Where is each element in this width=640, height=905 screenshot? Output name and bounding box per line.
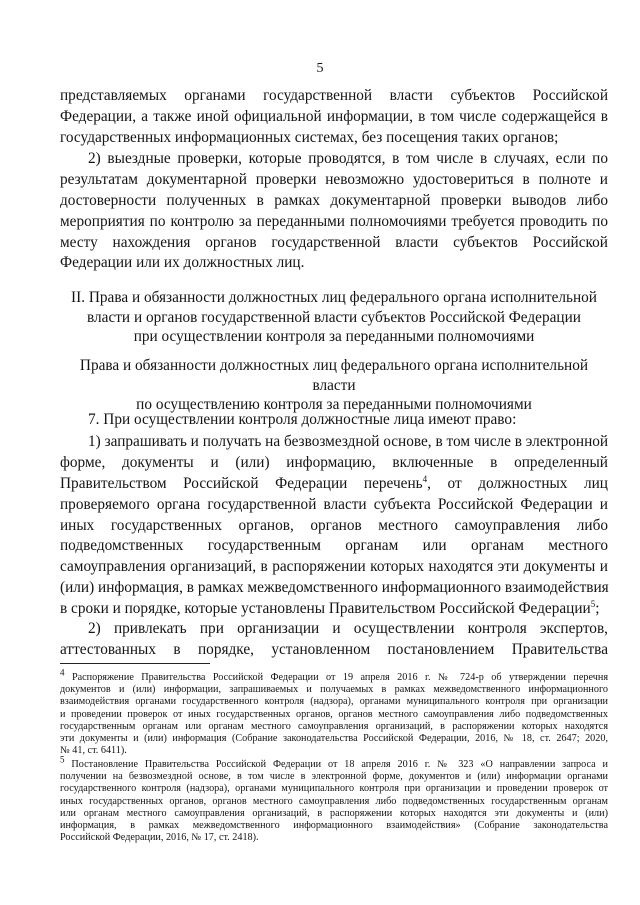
footnote-line: информация, в рамках межведомственного информационного взаимодействия» (Собрание законодательства: [60, 819, 608, 831]
footnote-4: [60, 667, 609, 757]
footnote-line: или органам местного самоуправления организаций, в распоряжении которых находятся эти документы и (или): [60, 807, 608, 819]
footnote-line: [60, 667, 609, 684]
heading-line: при осуществлении контроля за переданными полномочиями: [133, 328, 535, 345]
text-line: результатам документарной проверки невозможно удостовериться в полноте и: [60, 170, 608, 188]
footnote-5: [60, 754, 609, 844]
subsection-heading: [60, 356, 608, 415]
footnote-line: эти документы и (или) информация (Собрание законодательства Российской Федерации, 2016, № 18, ст. 2647; 2020,: [60, 732, 608, 744]
paragraph-7-1: [60, 432, 608, 620]
footnote-line: взаимодействия органами государственного контроля (надзора), органами муниципального контроля при организации: [60, 696, 608, 708]
text-line: (или) информация, в рамках межведомственного информационного взаимодействия: [60, 579, 609, 597]
text-line: государственных информационных системах, без посещения таких органов;: [60, 128, 559, 146]
text-line: подведомственных государственным органам или органам местного: [60, 537, 608, 555]
footnote-marker: 5: [60, 754, 65, 765]
footnote-line: документов и (или) информации, запрашиваемых и получаемых в рамках межведомственного информационного: [60, 684, 608, 696]
text-fragment: , от должностных лиц: [427, 474, 608, 492]
text-line: представляемых органами государственной власти субъектов Российской: [60, 87, 608, 104]
footnote-separator: [60, 663, 210, 664]
heading-line: II. Права и обязанности должностных лиц федерального органа исполнительной: [71, 289, 597, 306]
footnote-line: и проведении проверок от иных государственных органов, органов местного самоуправления либо подведомственных: [60, 708, 608, 720]
text-line: Федерации или их должностных лиц.: [60, 254, 305, 272]
text-fragment: в сроки и порядке, которые установлены Правительством Российской Федерации: [60, 600, 591, 618]
text-line: форме, документы и (или) информацию, включенные в определенный: [60, 453, 608, 471]
text-fragment: Постановление Правительства Российской Федерации от 18 апреля 2016 г. № 323 «О направлении запроса и: [71, 759, 609, 770]
footnote-line: [60, 754, 609, 771]
text-line-with-footnote: [60, 474, 608, 495]
footnote-marker: 4: [60, 667, 65, 678]
paragraph-continuation: [60, 86, 608, 149]
footnote-line: получении на безвозмездной основе, в том числе в электронной форме, документов и (или) информации органами: [60, 771, 608, 783]
paragraph-7-2: [60, 619, 608, 661]
text-fragment: Правительством Российской Федерации перечень: [60, 474, 423, 492]
text-line: месту нахождения органов государственной власти субъектов Российской: [60, 233, 608, 251]
text-line: иных государственных органов, органов местного самоуправления либо: [60, 516, 608, 534]
footnote-line: № 41, ст. 6411).: [60, 745, 127, 757]
page-number: 5: [316, 61, 324, 76]
footnote-line: государственным органам или органам местного самоуправления организаций, в распоряжении которых находятся: [60, 720, 608, 732]
paragraph-7: [60, 410, 608, 431]
footnote-line: Российской Федерации, 2016, № 17, ст. 2418).: [60, 832, 259, 844]
footnote-ref-4[interactable]: 4: [422, 473, 428, 484]
text-line: проверяемого органа государственной власти субъекта Российской Федерации и: [60, 495, 608, 513]
paragraph-field-inspections: [60, 149, 608, 274]
heading-line: Права и обязанности должностных лиц федерального органа исполнительной власти: [79, 357, 589, 394]
text-line: 2) привлекать при организации и осуществлении контроля экспертов,: [88, 620, 608, 637]
text-line-with-footnote: [60, 599, 608, 620]
text-line: 7. При осуществлении контроля должностные лица имеют право:: [88, 411, 517, 428]
heading-line: власти и органов государственной власти субъектов Российской Федерации: [87, 308, 581, 326]
text-line: 1) запрашивать и получать на безвозмездной основе, в том числе в электронной: [88, 433, 609, 450]
text-fragment: Распоряжение Правительства Российской Федерации от 19 апреля 2016 г. № 724-р об утверждении перечня: [71, 672, 609, 683]
footnote-line: государственного контроля (надзора), органами муниципального контроля при организации и проведении проверок от: [60, 783, 608, 795]
section-heading: [60, 288, 608, 347]
heading-line: по осуществлению контроля за переданными полномочиями: [136, 396, 532, 413]
text-line: достоверности полученных в рамках документарной проверки выводов либо: [60, 191, 608, 209]
text-line: самоуправления организаций, в распоряжении которых находятся эти документы и: [60, 558, 608, 576]
text-line: мероприятия по контролю за переданными полномочиями требуется проводить по: [60, 212, 608, 230]
footnote-ref-5[interactable]: 5: [590, 599, 596, 610]
text-line: аттестованных в порядке, установленном постановлением Правительства: [60, 640, 608, 658]
text-fragment: ;: [595, 600, 600, 618]
footnote-line: иных государственных органов, органов местного самоуправления либо подведомственных государственным органам: [60, 795, 608, 807]
text-line: Федерации, а также иной официальной информации, в том числе содержащейся в: [60, 107, 608, 125]
text-line: 2) выездные проверки, которые проводятся, в том числе в случаях, если по: [88, 150, 608, 167]
